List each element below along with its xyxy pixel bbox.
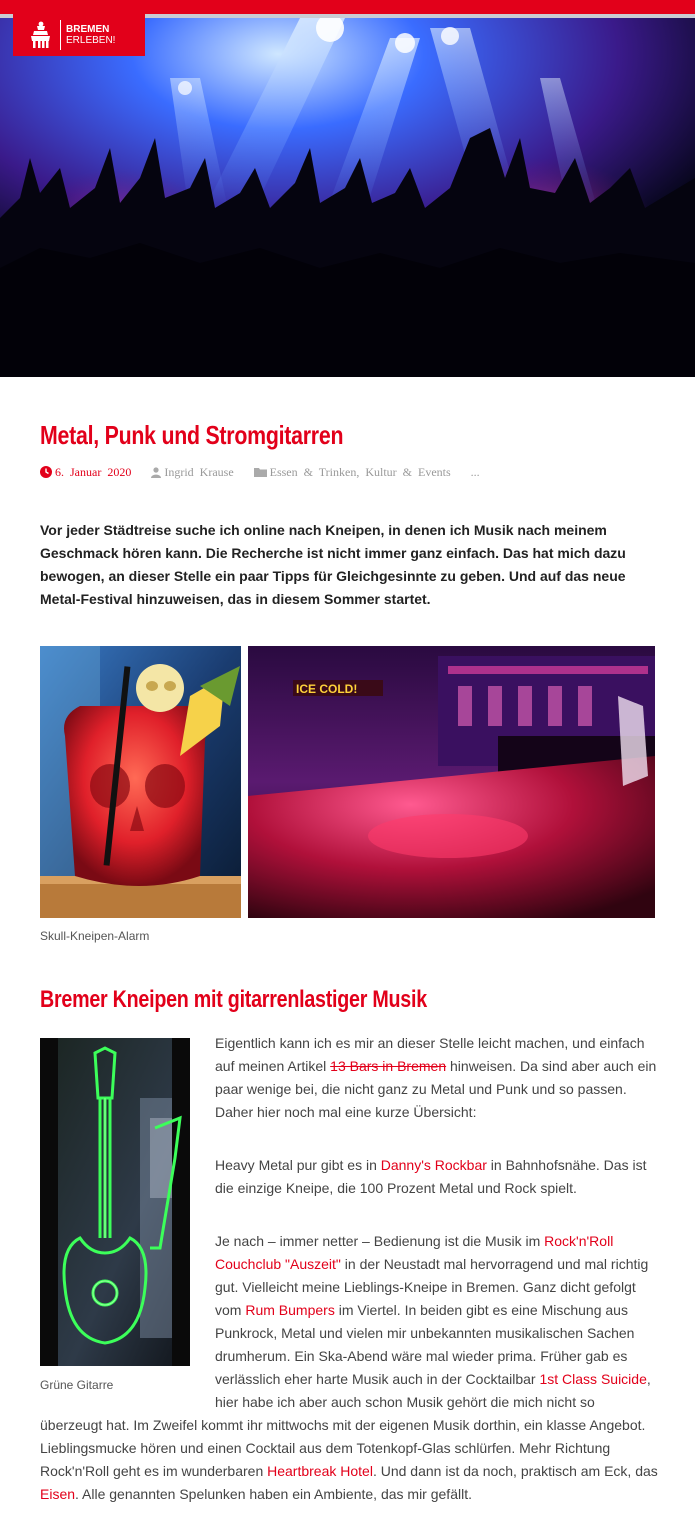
article-meta <box>40 464 500 480</box>
post-more[interactable]: ... <box>470 464 480 479</box>
image-float-spacer <box>40 1032 215 1412</box>
post-author[interactable] <box>151 465 233 480</box>
skull-cocktail-image <box>40 646 241 918</box>
link-1st-class-suicide[interactable]: 1st Class Suicide <box>539 1371 647 1387</box>
logo-text <box>66 24 115 46</box>
link-rum-bumpers[interactable]: Rum Bumpers <box>245 1302 335 1318</box>
gallery-image-skull-cocktail[interactable] <box>40 646 241 918</box>
clock-icon <box>40 466 52 478</box>
logo-line1: BREMEN <box>66 24 110 35</box>
hero-image <box>0 18 695 377</box>
post-date[interactable] <box>40 465 131 480</box>
p3-text-b: in der Neustadt mal hervorragend und mal richtig gut. Vielleicht meine Lieblings-Kneipe in Bremen. Ganz dicht gefolgt vom <box>215 1256 649 1318</box>
p1-text-b: hinweisen. Da sind aber auch ein paar wenige bei, die nicht ganz zu Metal und Punk und so passen. Daher hier noch mal eine kurze Übersicht: <box>215 1058 657 1120</box>
link-couchclub-auszeit[interactable]: Rock'n'Roll Couchclub "Auszeit" <box>215 1233 614 1272</box>
p1-text-a: Eigentlich kann ich es mir an dieser Stelle leicht machen, und einfach auf meinen Artikel <box>215 1035 645 1074</box>
link-13-bars[interactable]: 13 Bars in Bremen <box>330 1058 447 1074</box>
logo-line2: ERLEBEN! <box>66 35 116 46</box>
guitar-caption: Grüne Gitarre <box>40 1378 114 1392</box>
gallery-image-bar-counter[interactable] <box>248 646 655 918</box>
site-logo[interactable] <box>13 14 145 56</box>
p2-text-a: Heavy Metal pur gibt es in <box>215 1157 381 1173</box>
section-heading: Bremer Kneipen mit gitarrenlastiger Musik <box>40 986 427 1013</box>
top-bar <box>0 0 695 14</box>
p3-text-d: , hier habe ich aber auch schon Musik gehört die mich nicht so überzeugt hat. Im Zweifel kommt ihr mittwochs mit der eigenen Musik dorthin, ein klasse Angebot. Lieblingsmucke hören und einen Cocktail aus dem Totenkopf-Glas schlürfen. Mehr Richtung Rock'n'Roll geht es im wunderbaren <box>40 1371 651 1479</box>
post-author-text: Ingrid Krause <box>164 464 234 479</box>
bar-counter-image <box>248 646 655 918</box>
p2-text-b: in Bahnhofsnähe. Das ist die einzige Kneipe, die 100 Prozent Metal und Rock spielt. <box>215 1157 647 1196</box>
town-musicians-icon <box>27 21 53 49</box>
gallery-caption: Skull-Kneipen-Alarm <box>40 929 150 943</box>
p3-text-f: . Alle genannten Spelunken haben ein Ambiente, das mir gefällt. <box>75 1486 472 1502</box>
logo-divider <box>60 20 61 50</box>
p3-text-a: Je nach – immer netter – Bedienung ist die Musik im <box>215 1233 545 1249</box>
p3-text-c: im Viertel. In beiden gibt es eine Mischung aus Punkrock, Metal und vielen mir unbekannten musikalischen Sachen drumherum. Ein Ska-Abend wäre mal wieder prima. Früher gab es verlässlich eher harte Musik auch in der Cocktailbar <box>215 1302 635 1387</box>
svg-text:ICE COLD!: ICE COLD! <box>296 682 358 696</box>
folder-icon <box>254 467 267 477</box>
user-icon <box>151 467 161 478</box>
post-categories[interactable] <box>254 465 451 480</box>
p3-text-e: . Und dann ist da noch, praktisch am Eck, das <box>372 1463 658 1479</box>
link-eisen[interactable]: Eisen <box>40 1486 76 1502</box>
post-date-text: 6. Januar 2020 <box>55 464 132 479</box>
link-heartbreak-hotel[interactable]: Heartbreak Hotel <box>267 1463 373 1479</box>
article-title: Metal, Punk und Stromgitarren <box>40 420 344 450</box>
concert-crowd-image <box>0 18 695 377</box>
article-lead: Vor jeder Städtreise suche ich online nach Kneipen, in denen ich Musik nach meinem Geschmack hören kann. Die Recherche ist nicht immer ganz einfach. Das hat mich dazu bewogen, an dieser Stelle ein paar Tipps für Gleichgesinnte zu geben. Und auf das neue Metal-Festival hinzuweisen, das in diesem Sommer startet. <box>40 522 626 607</box>
post-categories-text: Essen & Trinken, Kultur & Events <box>269 464 451 479</box>
article-body <box>40 1032 658 1536</box>
link-dannys-rockbar[interactable]: Danny's Rockbar <box>380 1157 487 1173</box>
